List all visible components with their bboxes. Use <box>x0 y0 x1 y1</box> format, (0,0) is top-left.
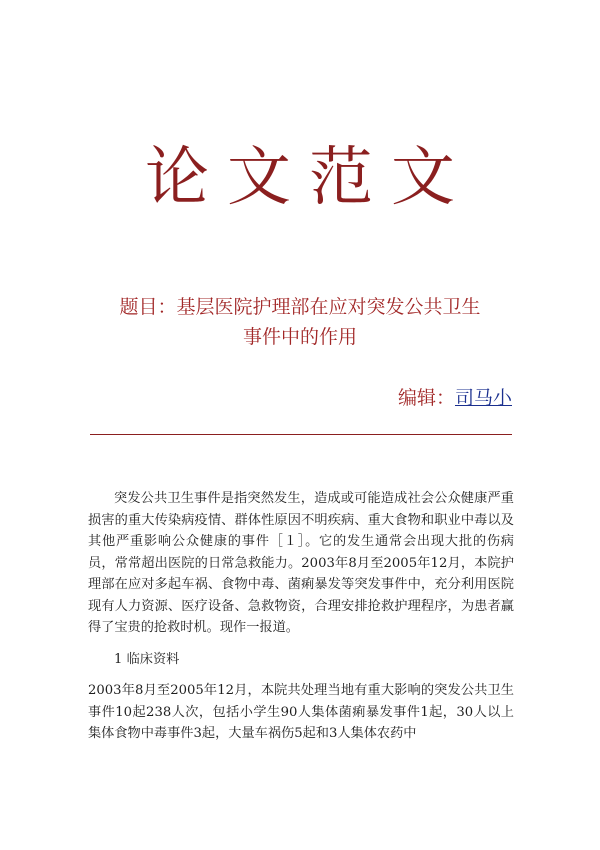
divider <box>90 434 512 435</box>
editor-label: 编辑： <box>397 387 455 409</box>
paragraph-clinical: 2003年8月至2005年12月，本院共处理当地有重大影响的突发公共卫生事件10起238人次，包括小学生90人集体菌痢暴发事件1起，30人以上集体食物中毒事件3起，大量车祸伤5起和3人集体农药中 <box>88 683 514 741</box>
document-body <box>88 488 514 745</box>
editor-name-link[interactable]: 司马小 <box>454 387 512 409</box>
subject-line-1: 题目：基层医院护理部在应对突发公共卫生 <box>119 296 481 318</box>
section-heading: 1 临床资料 <box>114 651 180 667</box>
document-title: 论文范文 <box>145 141 473 215</box>
subject-heading <box>80 292 520 352</box>
subject-line-2: 事件中的作用 <box>242 326 357 348</box>
paragraph-intro: 突发公共卫生事件是指突然发生，造成或可能造成社会公众健康严重损害的重大传染病疫情、群体性原因不明疾病、重大食物和职业中毒以及其他严重影响公众健康的事件［１］。它的发生通常会出现大批的伤病员，常常超出医院的日常急救能力。2003年8月至2005年12月，本院护理部在应对多起车祸、食物中毒、菌痢暴发等突发事件中，充分利用医院现有人力资源、医疗设备、急救物资，合理安排抢救护理程序，为患者赢得了宝贵的抢救时机。现作一报道。 <box>88 491 514 635</box>
editor-credit <box>398 384 512 412</box>
